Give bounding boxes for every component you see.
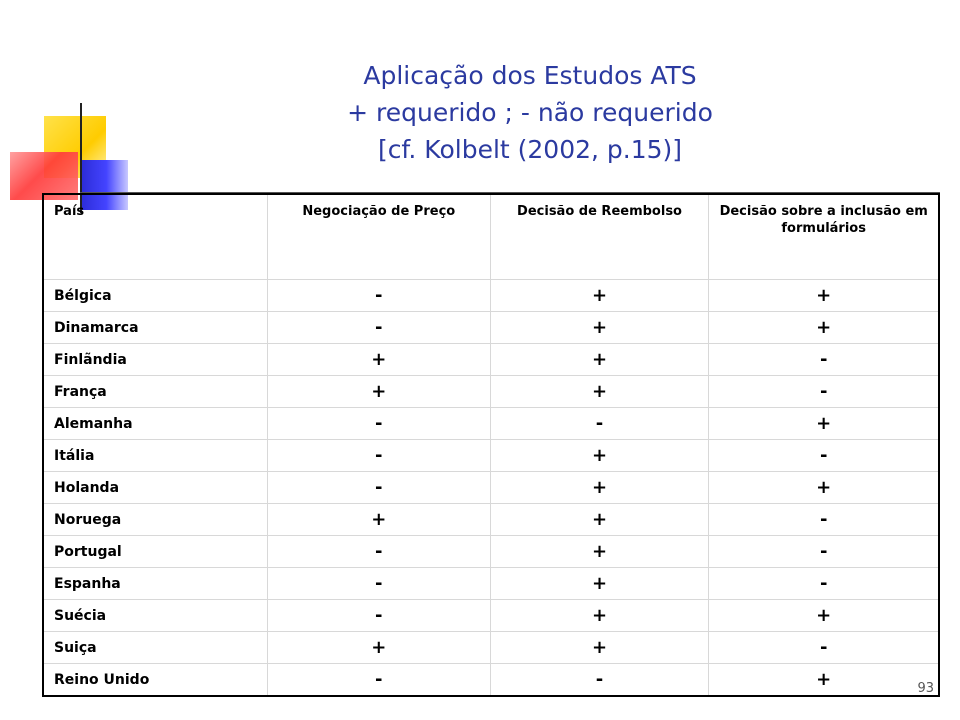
formularios-cell: + [709, 408, 939, 440]
preco-cell: - [267, 280, 490, 312]
formularios-cell: + [709, 600, 939, 632]
preco-cell: - [267, 408, 490, 440]
table-row [43, 568, 939, 600]
table-row [43, 664, 939, 697]
preco-cell: - [267, 312, 490, 344]
preco-cell: + [267, 632, 490, 664]
reembolso-cell: + [490, 568, 709, 600]
table-row [43, 472, 939, 504]
preco-cell: - [267, 600, 490, 632]
header-pais: País [43, 194, 267, 280]
table-row [43, 536, 939, 568]
formularios-cell: - [709, 568, 939, 600]
reembolso-cell: + [490, 536, 709, 568]
table-row [43, 376, 939, 408]
preco-cell: - [267, 664, 490, 697]
reembolso-cell: - [490, 408, 709, 440]
reembolso-cell: + [490, 280, 709, 312]
country-cell: França [43, 376, 267, 408]
header-decisao-formularios: Decisão sobre a inclusão em formulários [709, 194, 939, 280]
country-cell: Reino Unido [43, 664, 267, 697]
country-cell: Espanha [43, 568, 267, 600]
header-decisao-reembolso: Decisão de Reembolso [490, 194, 709, 280]
preco-cell: - [267, 440, 490, 472]
country-cell: Holanda [43, 472, 267, 504]
reembolso-cell: + [490, 344, 709, 376]
country-cell: Noruega [43, 504, 267, 536]
preco-cell: + [267, 376, 490, 408]
preco-cell: - [267, 568, 490, 600]
table-row [43, 504, 939, 536]
reembolso-cell: + [490, 632, 709, 664]
title-line-1: Aplicação dos Estudos ATS [363, 61, 697, 90]
reembolso-cell: - [490, 664, 709, 697]
formularios-cell: - [709, 376, 939, 408]
table-row [43, 600, 939, 632]
slide-number: 93 [917, 681, 934, 696]
table-row [43, 312, 939, 344]
reembolso-cell: + [490, 376, 709, 408]
formularios-cell: - [709, 536, 939, 568]
reembolso-cell: + [490, 600, 709, 632]
country-cell: Portugal [43, 536, 267, 568]
country-cell: Finlãndia [43, 344, 267, 376]
formularios-cell: - [709, 344, 939, 376]
preco-cell: + [267, 504, 490, 536]
formularios-cell: + [709, 280, 939, 312]
formularios-cell: + [709, 312, 939, 344]
country-cell: Dinamarca [43, 312, 267, 344]
formularios-cell: + [709, 472, 939, 504]
table-row [43, 440, 939, 472]
preco-cell: - [267, 536, 490, 568]
reembolso-cell: + [490, 312, 709, 344]
formularios-cell: + [709, 664, 939, 697]
formularios-cell: - [709, 632, 939, 664]
table-header-row [43, 194, 939, 280]
preco-cell: - [267, 472, 490, 504]
country-cell: Itália [43, 440, 267, 472]
table-row [43, 408, 939, 440]
reembolso-cell: + [490, 472, 709, 504]
formularios-cell: - [709, 504, 939, 536]
country-cell: Alemanha [43, 408, 267, 440]
header-negociacao-preco: Negociação de Preço [267, 194, 490, 280]
reembolso-cell: + [490, 504, 709, 536]
slide-title [300, 57, 760, 168]
reembolso-cell: + [490, 440, 709, 472]
country-cell: Bélgica [43, 280, 267, 312]
ats-table [42, 193, 940, 697]
formularios-cell: - [709, 440, 939, 472]
preco-cell: + [267, 344, 490, 376]
country-cell: Suiça [43, 632, 267, 664]
table-row [43, 632, 939, 664]
title-line-3: [cf. Kolbelt (2002, p.15)] [377, 135, 683, 164]
country-cell: Suécia [43, 600, 267, 632]
title-line-2: + requerido ; - não requerido [347, 98, 713, 127]
table-row [43, 280, 939, 312]
table-row [43, 344, 939, 376]
